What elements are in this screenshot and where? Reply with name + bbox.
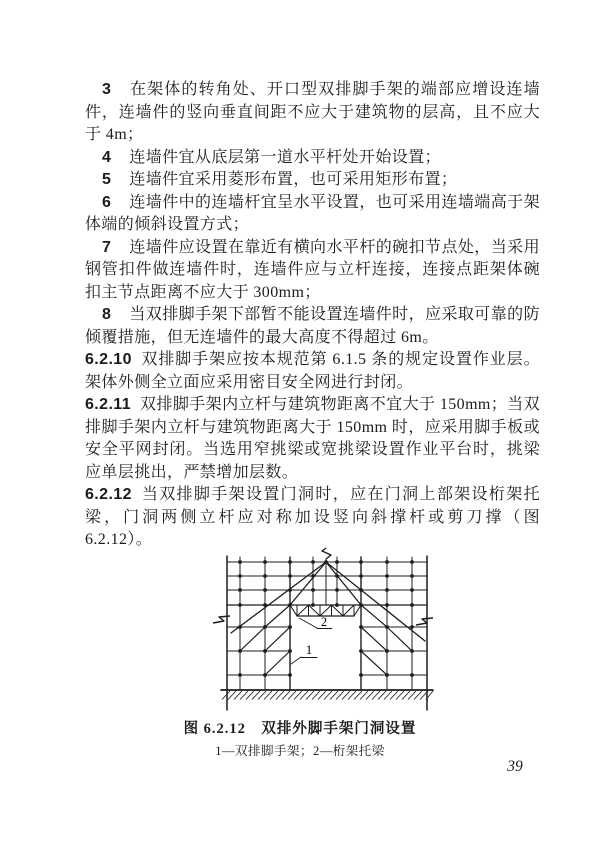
clause-number: 6 <box>102 193 112 211</box>
clause-text: 双排脚手架应按本规范第 6.1.5 条的规定设置作业层。架体外侧全立面应采用密目安全网进行封闭。 <box>85 351 540 391</box>
clause-number: 7 <box>102 238 112 256</box>
clause-number: 6.2.12 <box>85 486 132 503</box>
clause-text: 当双排脚手架下部暂不能设置连墙件时，应采取可靠的防倾覆措施，但无连墙件的最大高度不得超过 6m。 <box>85 306 540 346</box>
clause-text: 连墙件应设置在靠近有横向水平杆的碗扣节点处，当采用钢管扣件做连墙件时，连墙件应与立杆连接，连接点距架体碗扣主节点距离不应大于 300mm； <box>85 238 540 301</box>
body-text <box>85 79 540 552</box>
clause-number: 8 <box>102 306 112 323</box>
scaffold-door-opening-diagram <box>210 546 440 712</box>
paragraph-clause-6-2-12 <box>85 484 540 552</box>
clause-text: 在架体的转角处、开口型双排脚手架的端部应增设连墙件，连墙件的竖向垂直间距不应大于建筑物的层高，且不应大于 4m； <box>85 81 540 143</box>
clause-number: 6.2.10 <box>85 351 132 368</box>
paragraph-clause-6 <box>85 192 540 237</box>
clause-text: 双排脚手架内立杆与建筑物距离不宜大于 150mm；当双排脚手架内立杆与建筑物距离大于 150mm 时，应采用脚手板或安全平网封闭。当选用窄挑梁或宽挑梁设置作业平台时，挑梁应单层挑出，严禁增加层数。 <box>85 396 540 481</box>
figure-caption: 图 6.2.12 双排外脚手架门洞设置 <box>183 721 417 737</box>
clause-number: 4 <box>102 148 112 166</box>
page-number: 39 <box>507 758 523 775</box>
paragraph-clause-8 <box>85 304 540 349</box>
clause-number: 3 <box>102 81 112 98</box>
clause-text: 当双排脚手架设置门洞时，应在门洞上部架设桁架托梁，门洞两侧立杆应对称加设竖向斜撑杆或剪刀撑（图 6.2.12）。 <box>85 486 540 548</box>
label-scaffold: 1 <box>305 643 313 657</box>
paragraph-clause-7 <box>85 237 540 305</box>
clause-text: 连墙件宜从底层第一道水平杆处开始设置； <box>129 148 441 166</box>
paragraph-clause-4 <box>85 147 540 170</box>
clause-text: 连墙件中的连墙杆宜呈水平设置，也可采用连墙端高于架体端的倾斜设置方式； <box>85 193 540 233</box>
paragraph-clause-6-2-11 <box>85 394 540 484</box>
clause-number: 5 <box>102 171 112 188</box>
paragraph-clause-3 <box>85 79 540 147</box>
ground-hatch <box>222 691 433 700</box>
scaffold-grid-lines <box>221 556 433 710</box>
figure-legend: 1—双排脚手架；2—桁架托梁 <box>215 744 385 758</box>
clause-text: 连墙件宜采用菱形布置，也可采用矩形布置； <box>129 171 458 188</box>
paragraph-clause-5 <box>85 169 540 192</box>
clause-number: 6.2.11 <box>85 396 132 413</box>
paragraph-clause-6-2-10 <box>85 349 540 394</box>
label-truss: 2 <box>320 615 328 629</box>
